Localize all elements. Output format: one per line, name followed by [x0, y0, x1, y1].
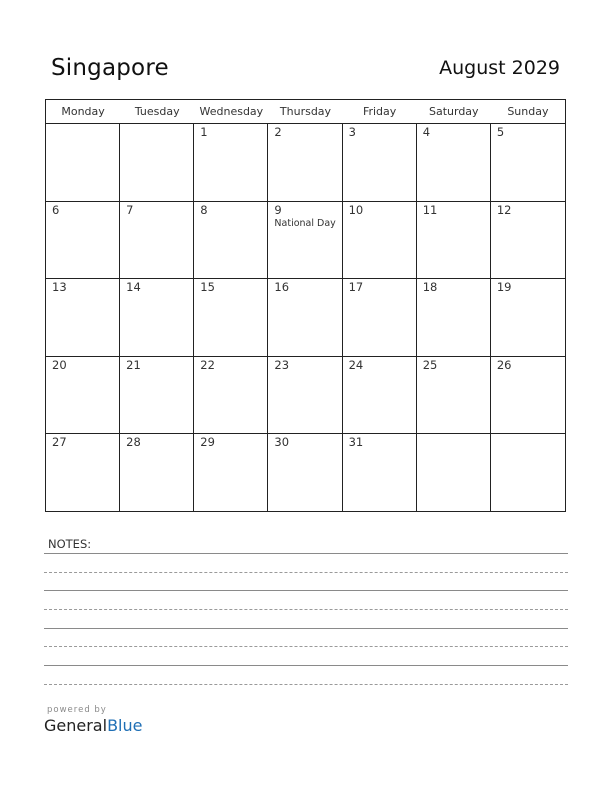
day-number: 1	[200, 125, 208, 139]
month-title: August 2029	[439, 57, 560, 79]
day-number: 29	[200, 435, 215, 450]
day-cell[interactable]	[268, 124, 342, 202]
day-number: 13	[52, 280, 67, 295]
day-number: 24	[348, 357, 364, 372]
day-cell[interactable]	[194, 124, 268, 202]
day-cell[interactable]	[46, 202, 120, 280]
day-cell[interactable]	[46, 434, 120, 512]
calendar-body	[46, 124, 565, 512]
day-cell[interactable]	[268, 279, 342, 357]
country-title: Singapore	[51, 55, 169, 81]
weekday-header-saturday: Saturday	[428, 105, 479, 118]
calendar-grid	[45, 99, 566, 512]
day-number: 11	[422, 202, 438, 217]
day-cell[interactable]	[120, 357, 194, 435]
day-number: 25	[422, 357, 438, 372]
day-cell[interactable]	[417, 357, 491, 435]
day-cell[interactable]	[120, 279, 194, 357]
day-cell[interactable]	[417, 202, 491, 280]
generalblue-logo[interactable]	[44, 716, 142, 735]
day-number: 26	[496, 357, 512, 372]
day-number: 19	[496, 280, 512, 295]
day-number: 8	[200, 202, 208, 217]
day-number: 12	[496, 202, 512, 217]
weekday-header-wednesday: Wednesday	[199, 105, 264, 118]
day-cell[interactable]	[268, 357, 342, 435]
day-number: 2	[274, 125, 282, 139]
weekday-header-friday: Friday	[362, 105, 397, 118]
day-cell[interactable]	[194, 357, 268, 435]
day-cell[interactable]	[194, 202, 268, 280]
day-number: 21	[126, 357, 141, 372]
notes-line	[44, 609, 568, 610]
notes-line	[44, 572, 568, 573]
day-cell[interactable]	[491, 279, 565, 357]
day-cell[interactable]	[46, 124, 120, 202]
day-number: 28	[126, 435, 141, 450]
weekday-header-monday: Monday	[61, 105, 105, 118]
weekday-header-tuesday: Tuesday	[134, 105, 180, 118]
day-number: 4	[422, 125, 431, 139]
notes-label: NOTES:	[48, 537, 92, 551]
day-number: 9	[274, 202, 282, 217]
day-cell[interactable]	[417, 434, 491, 512]
notes-line	[44, 590, 568, 591]
day-cell[interactable]	[491, 434, 565, 512]
day-cell[interactable]	[46, 357, 120, 435]
day-cell[interactable]	[343, 202, 417, 280]
holiday-label: National Day	[274, 217, 336, 229]
day-number: 3	[348, 125, 356, 139]
day-number: 10	[348, 202, 364, 217]
day-number: 17	[348, 280, 364, 295]
notes-line	[44, 628, 568, 629]
day-number: 18	[422, 280, 438, 295]
day-number: 7	[126, 202, 134, 217]
day-cell[interactable]	[491, 357, 565, 435]
day-number: 5	[496, 125, 505, 139]
day-cell[interactable]	[343, 357, 417, 435]
day-number: 23	[274, 357, 290, 372]
day-number: 30	[274, 435, 290, 450]
day-cell[interactable]	[46, 279, 120, 357]
day-cell[interactable]	[343, 124, 417, 202]
weekday-header-thursday: Thursday	[279, 105, 332, 118]
notes-line	[44, 553, 568, 554]
notes-line	[44, 684, 568, 685]
day-cell[interactable]	[120, 434, 194, 512]
day-number: 16	[274, 280, 290, 295]
brand-blue: Blue	[107, 716, 143, 735]
day-cell[interactable]	[194, 434, 268, 512]
day-cell[interactable]	[268, 434, 342, 512]
day-cell[interactable]	[268, 202, 342, 280]
notes-line	[44, 665, 568, 666]
day-number: 20	[52, 357, 67, 372]
day-cell[interactable]	[194, 279, 268, 357]
notes-line	[44, 646, 568, 647]
day-number: 27	[52, 435, 67, 450]
day-number: 31	[348, 435, 364, 450]
brand-general: General	[44, 716, 108, 735]
day-number: 6	[52, 202, 60, 217]
day-cell[interactable]	[120, 124, 194, 202]
day-cell[interactable]	[491, 202, 565, 280]
powered-by-text: powered by	[47, 705, 107, 715]
day-cell[interactable]	[120, 202, 194, 280]
day-cell[interactable]	[417, 124, 491, 202]
weekday-header-sunday: Sunday	[507, 105, 549, 118]
day-cell[interactable]	[343, 279, 417, 357]
day-number: 14	[126, 280, 141, 295]
day-number: 22	[200, 357, 215, 372]
day-cell[interactable]	[491, 124, 565, 202]
day-cell[interactable]	[417, 279, 491, 357]
day-cell[interactable]	[343, 434, 417, 512]
day-number: 15	[200, 280, 215, 295]
weekday-header-row	[46, 100, 565, 124]
